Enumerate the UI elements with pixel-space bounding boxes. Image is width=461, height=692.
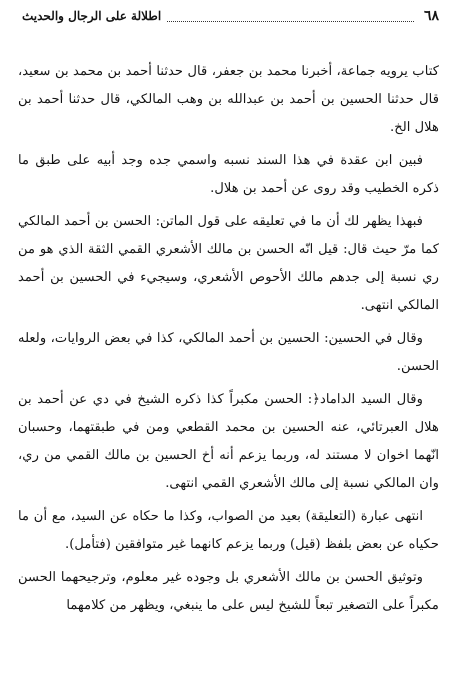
paragraph: وقال السيد الداماد﴿: الحسن مكبراً كذا ذكره الشيخ في دي عن أحمد بن هلال العبرتائي، عنه الحسين بن محمد القطعي ومن في طبقتهما، وحسبان انّهما اخوان لا مستند له، وربما يزعم أنه أخ الحسين بن مالك القمي من ري، وان المالكي نسبة إلى مالك الأشعري القمي انتهى. xyxy=(18,392,439,491)
header-title: اطلالة على الرجال والحديث xyxy=(22,9,162,23)
page-number: ٦٨ xyxy=(423,8,439,24)
paragraph: انتهى عبارة (التعليقة) بعيد من الصواب، وكذا ما حكاه عن السيد، مع أن ما حكياه عن بعض بلفظ (قيل) وربما يزعم كانهما غير متوافقين (فتأمل). xyxy=(18,509,439,552)
paragraph: كتاب يرويه جماعة، أخبرنا محمد بن جعفر، قال حدثنا أحمد بن محمد بن سعيد، قال حدثنا الحسين بن أحمد بن عبدالله بن وهب المالكي، قال حدثنا أحمد بن هلال الخ. xyxy=(18,64,439,135)
paragraph: وتوثيق الحسن بن مالك الأشعري بل وجوده غير معلوم، وترجيحهما الحسن مكبراً على التصغير تبعاً للشيخ ليس على ما ينبغي، ويظهر من كلامهما xyxy=(18,570,439,613)
running-header xyxy=(22,4,439,28)
body-text xyxy=(18,58,439,625)
paragraph: فبين ابن عقدة في هذا السند نسبه واسمي جده وجد أبيه على طبق ما ذكره الخطيب وقد روى عن أحمد بن هلال. xyxy=(18,153,439,196)
paragraph: وقال في الحسين: الحسين بن أحمد المالكي، كذا في بعض الروايات، ولعله الحسن. xyxy=(18,331,439,374)
paragraph: فبهذا يظهر لك أن ما في تعليقه على قول الماتن: الحسن بن أحمد المالكي كما مرّ حيث قال: قيل انّه الحسن بن مالك الأشعري القمي الثقة الذي هو من ري نسبة إلى جدهم مالك الأحوص الأشعري، وسيجيء في الحسين بن أحمد المالكي انتهى. xyxy=(18,214,439,313)
leader-dots xyxy=(167,11,414,22)
